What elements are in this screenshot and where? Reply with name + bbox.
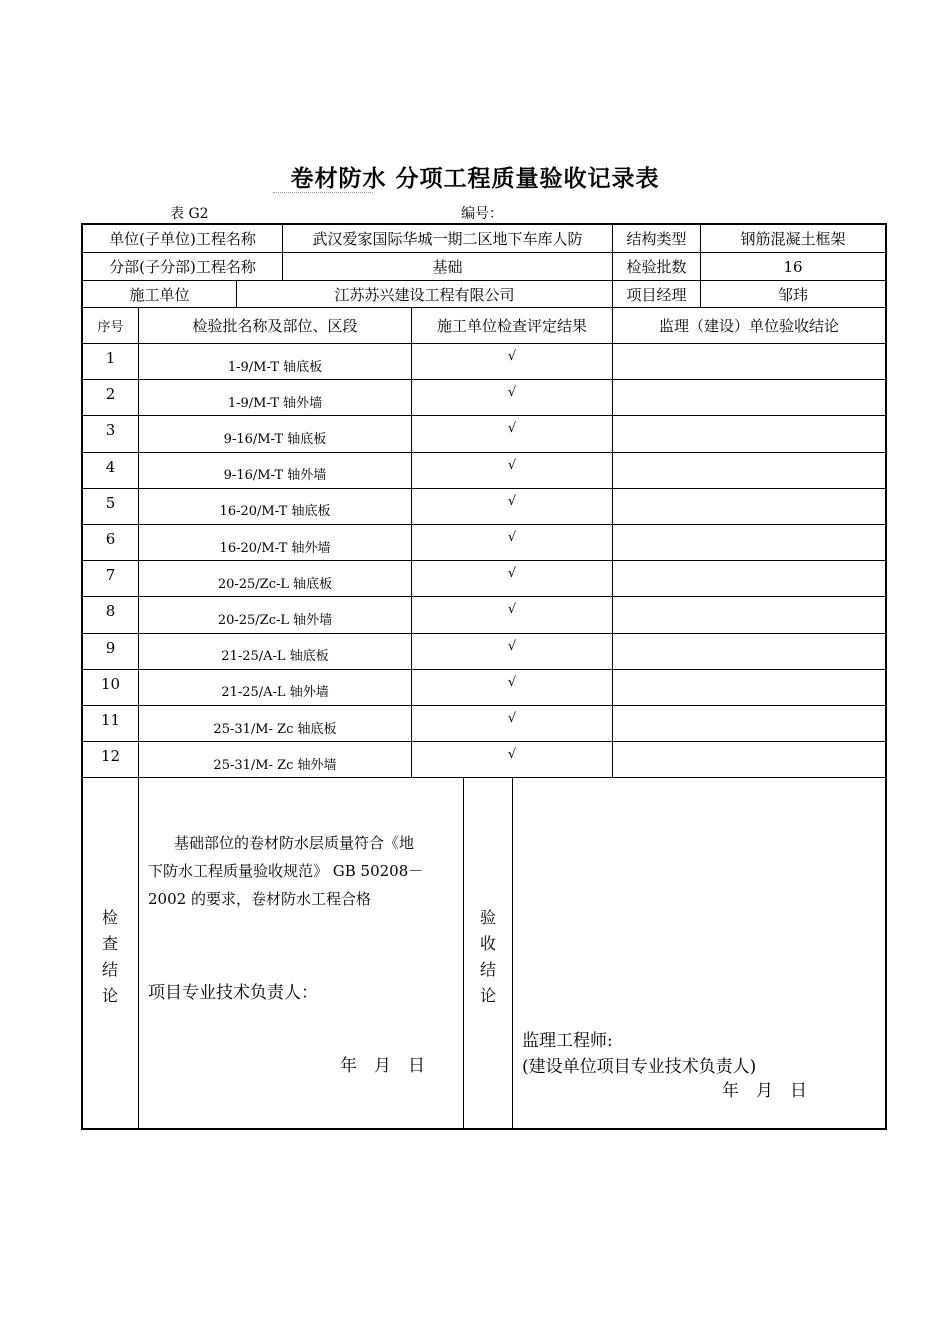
unit-value: 武汉爱家国际华城一期二区地下车库人防	[312, 229, 583, 248]
manager-label: 项目经理	[626, 285, 687, 304]
batch-count-label: 检验批数	[626, 258, 687, 276]
check-mark: √	[507, 457, 517, 473]
label-char: 查	[101, 934, 118, 953]
label-char: 论	[101, 986, 118, 1005]
conclusion-line: 下防水工程质量验收规范》 GB 50208－	[148, 862, 424, 880]
supervision-cell[interactable]	[613, 705, 885, 741]
check-mark: √	[507, 530, 517, 545]
check-mark: √	[507, 711, 517, 726]
check-mark: √	[507, 349, 517, 364]
check-mark: √	[507, 566, 517, 582]
supervision-cell[interactable]	[613, 415, 885, 451]
row-number: 11	[100, 711, 121, 729]
row-number: 1	[105, 349, 116, 367]
acceptance-conclusion-label	[478, 905, 498, 1009]
row-number: 7	[105, 566, 116, 585]
form-number: 表 G2	[170, 206, 209, 222]
supervision-cell[interactable]	[613, 741, 885, 777]
row-number: 2	[105, 385, 116, 404]
supervision-cell[interactable]	[613, 379, 885, 415]
label-char: 论	[479, 986, 496, 1005]
check-mark: √	[507, 602, 517, 618]
col-result: 施工单位检查评定结果	[436, 317, 587, 335]
batch-name: 21-25/A-L 轴外墙	[221, 685, 329, 701]
batch-name: 20-25/Zc-L 轴外墙	[217, 612, 333, 628]
batch-name: 20-25/Zc-L 轴底板	[217, 576, 333, 592]
subunit-label: 分部(子分部)工程名称	[109, 258, 256, 276]
structure-label: 结构类型	[626, 229, 687, 248]
check-mark: √	[507, 421, 517, 437]
check-conclusion-label	[100, 905, 120, 1009]
label-char: 收	[479, 934, 496, 953]
batch-name: 16-20/M-T 轴外墙	[219, 540, 331, 556]
supervision-cell[interactable]	[613, 488, 885, 524]
row-number: 3	[105, 421, 116, 440]
supervisor-signature	[522, 1028, 756, 1080]
row-number: 10	[100, 674, 121, 693]
batch-name: 25-31/M- Zc 轴外墙	[213, 757, 337, 773]
supervision-cell[interactable]	[613, 633, 885, 669]
manager-value: 邹玮	[777, 285, 808, 304]
page-title: 卷材防水 分项工程质量验收记录表	[290, 165, 660, 192]
conclusion-line: 基础部位的卷材防水层质量符合《地	[174, 834, 415, 852]
unit-label: 单位(子单位)工程名称	[109, 229, 256, 248]
row-number: 8	[105, 602, 116, 621]
conclusion-line: 2002 的要求，卷材防水工程合格	[148, 890, 371, 908]
supervision-cell[interactable]	[613, 343, 885, 379]
batch-name: 21-25/A-L 轴底板	[221, 649, 329, 665]
divider	[463, 777, 464, 1129]
label-char: 结	[101, 960, 118, 979]
subunit-value: 基础	[432, 258, 463, 276]
check-mark: √	[507, 674, 517, 690]
row-number: 12	[100, 747, 121, 766]
row-number: 9	[105, 638, 116, 657]
contractor-label: 施工单位	[129, 285, 190, 304]
check-mark: √	[507, 385, 517, 401]
label-char: 验	[479, 908, 496, 927]
title-underline	[273, 192, 373, 193]
check-mark: √	[507, 747, 517, 763]
batch-name: 1-9/M-T 轴外墙	[227, 395, 323, 411]
check-conclusion-text	[148, 829, 423, 913]
check-mark: √	[507, 638, 517, 654]
engineer-sub-label: (建设单位项目专业技术负责人)	[522, 1057, 757, 1077]
row-number: 6	[105, 530, 116, 548]
supervision-cell[interactable]	[613, 596, 885, 632]
batch-count-value: 16	[783, 257, 803, 276]
row-number: 4	[105, 457, 116, 476]
contractor-value: 江苏苏兴建设工程有限公司	[334, 285, 515, 304]
engineer-label: 监理工程师:	[522, 1031, 613, 1051]
serial-label: 编号：	[461, 206, 503, 222]
label-char: 检	[101, 908, 118, 927]
batch-name: 1-9/M-T 轴底板	[227, 359, 323, 375]
check-date: 年 月 日	[340, 1056, 425, 1076]
structure-value: 钢筋混凝土框架	[740, 229, 846, 248]
accept-date: 年 月 日	[722, 1081, 807, 1101]
row-number: 5	[105, 493, 116, 512]
col-supervision: 监理（建设）单位验收结论	[658, 317, 839, 335]
batch-name: 25-31/M- Zc 轴底板	[213, 721, 337, 737]
supervision-cell[interactable]	[613, 452, 885, 488]
divider	[512, 777, 513, 1129]
batch-name: 16-20/M-T 轴底板	[219, 504, 331, 520]
batch-name: 9-16/M-T 轴外墙	[223, 468, 327, 484]
check-mark: √	[507, 493, 517, 509]
supervision-cell[interactable]	[613, 560, 885, 596]
batch-name: 9-16/M-T 轴底板	[223, 431, 327, 447]
col-name: 检验批名称及部位、区段	[192, 317, 358, 335]
supervision-cell[interactable]	[613, 669, 885, 705]
tech-lead-signature: 项目专业技术负责人：	[148, 983, 318, 1003]
label-char: 结	[479, 960, 496, 979]
supervision-cell[interactable]	[613, 524, 885, 560]
col-seq: 序号	[97, 320, 124, 335]
